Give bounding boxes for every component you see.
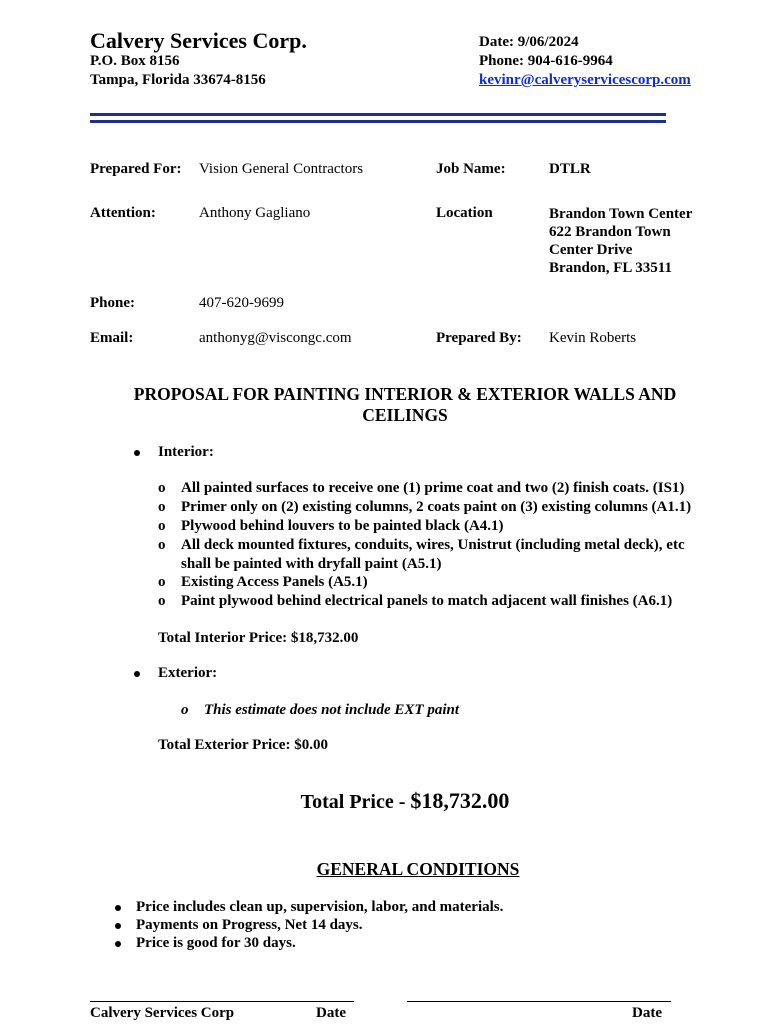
- location-label: Location: [436, 205, 493, 221]
- exterior-heading: [158, 665, 217, 682]
- circle-bullet-icon: o: [181, 702, 189, 718]
- location-value: [549, 205, 692, 277]
- signature-date-label-right: Date: [632, 1005, 662, 1021]
- condition-item: [136, 917, 363, 934]
- phone-label: Phone:: [90, 295, 135, 311]
- grand-total-label: Total Price -: [300, 791, 411, 813]
- interior-label: Interior:: [158, 444, 214, 460]
- interior-total: Total Interior Price: $18,732.00: [158, 630, 359, 646]
- interior-item: [158, 479, 701, 498]
- bullet-icon: [115, 923, 121, 929]
- proposal-date: Date: 9/06/2024: [479, 34, 579, 50]
- prepared-for-value: Vision General Contractors: [199, 161, 364, 177]
- location-line: Brandon Town Center: [549, 206, 693, 222]
- interior-item: [158, 517, 701, 536]
- company-address-line1: P.O. Box 8156: [90, 53, 180, 69]
- condition-item: [136, 935, 296, 952]
- condition-text: Price is good for 30 days.: [136, 935, 296, 951]
- interior-item-text: All deck mounted fixtures, conduits, wires, Unistrut (including metal deck), etc shall be painted with dryfall paint (A5.1): [181, 537, 685, 572]
- interior-item-text: Plywood behind louvers to be painted black (A4.1): [181, 518, 504, 534]
- circle-bullet-icon: o: [158, 537, 166, 553]
- interior-item-text: All painted surfaces to receive one (1) prime coat and two (2) finish coats. (IS1): [181, 480, 685, 496]
- attention-label: Attention:: [90, 205, 156, 221]
- attention-value: Anthony Gagliano: [199, 205, 311, 221]
- grand-total-value: $18,732.00: [410, 788, 510, 813]
- bullet-icon: [134, 450, 140, 456]
- company-phone: Phone: 904-616-9964: [479, 53, 613, 69]
- circle-bullet-icon: o: [158, 518, 166, 534]
- interior-item-text: Primer only on (2) existing columns, 2 coats paint on (3) existing columns (A1.1): [181, 499, 692, 515]
- signature-line-right: [407, 1001, 671, 1002]
- header-rule-bottom: [90, 120, 666, 123]
- exterior-item-text: This estimate does not include EXT paint: [204, 702, 460, 718]
- interior-item: [158, 573, 701, 592]
- general-conditions-title: GENERAL CONDITIONS: [316, 859, 520, 879]
- location-line: Center Drive: [549, 242, 633, 258]
- exterior-item: [181, 701, 724, 720]
- bullet-icon: [134, 671, 140, 677]
- bullet-icon: [115, 941, 121, 947]
- prepared-for-label: Prepared For:: [90, 161, 182, 177]
- company-email-link[interactable]: kevinr@calveryservicescorp.com: [479, 72, 691, 88]
- condition-text: Price includes clean up, supervision, labor, and materials.: [136, 899, 504, 915]
- condition-item: [136, 899, 503, 916]
- phone-value: 407-620-9699: [199, 295, 284, 311]
- location-line: 622 Brandon Town: [549, 224, 671, 240]
- signature-company-label: Calvery Services Corp: [90, 1005, 235, 1021]
- interior-item-text: Existing Access Panels (A5.1): [181, 574, 368, 590]
- interior-item: [158, 498, 701, 517]
- prepared-by-value: Kevin Roberts: [549, 330, 637, 346]
- proposal-title-line1: PROPOSAL FOR PAINTING INTERIOR & EXTERIOR WALLS AND: [133, 384, 677, 404]
- job-name-label: Job Name:: [436, 161, 506, 177]
- circle-bullet-icon: o: [158, 499, 166, 515]
- circle-bullet-icon: o: [158, 593, 166, 609]
- prepared-by-label: Prepared By:: [436, 330, 522, 346]
- signature-line-left: [90, 1001, 354, 1002]
- proposal-title-line2: CEILINGS: [362, 405, 448, 425]
- location-line: Brandon, FL 33511: [549, 260, 672, 276]
- email-label: Email:: [90, 330, 134, 346]
- interior-item: [158, 536, 701, 574]
- interior-item-text: Paint plywood behind electrical panels to match adjacent wall finishes (A6.1): [181, 593, 673, 609]
- email-value: anthonyg@viscongc.com: [199, 330, 352, 346]
- condition-text: Payments on Progress, Net 14 days.: [136, 917, 363, 933]
- company-address-line2: Tampa, Florida 33674-8156: [90, 72, 266, 88]
- signature-date-label-left: Date: [316, 1005, 346, 1021]
- header-rule-top: [90, 113, 666, 116]
- company-name: Calvery Services Corp.: [90, 28, 307, 53]
- interior-item: [158, 592, 701, 611]
- interior-heading: [158, 444, 214, 461]
- circle-bullet-icon: o: [158, 574, 166, 590]
- grand-total: [90, 788, 720, 814]
- proposal-title: [90, 384, 720, 426]
- circle-bullet-icon: o: [158, 480, 166, 496]
- job-name-value: DTLR: [549, 161, 591, 177]
- exterior-total: Total Exterior Price: $0.00: [158, 737, 328, 753]
- bullet-icon: [115, 905, 121, 911]
- exterior-label: Exterior:: [158, 665, 218, 681]
